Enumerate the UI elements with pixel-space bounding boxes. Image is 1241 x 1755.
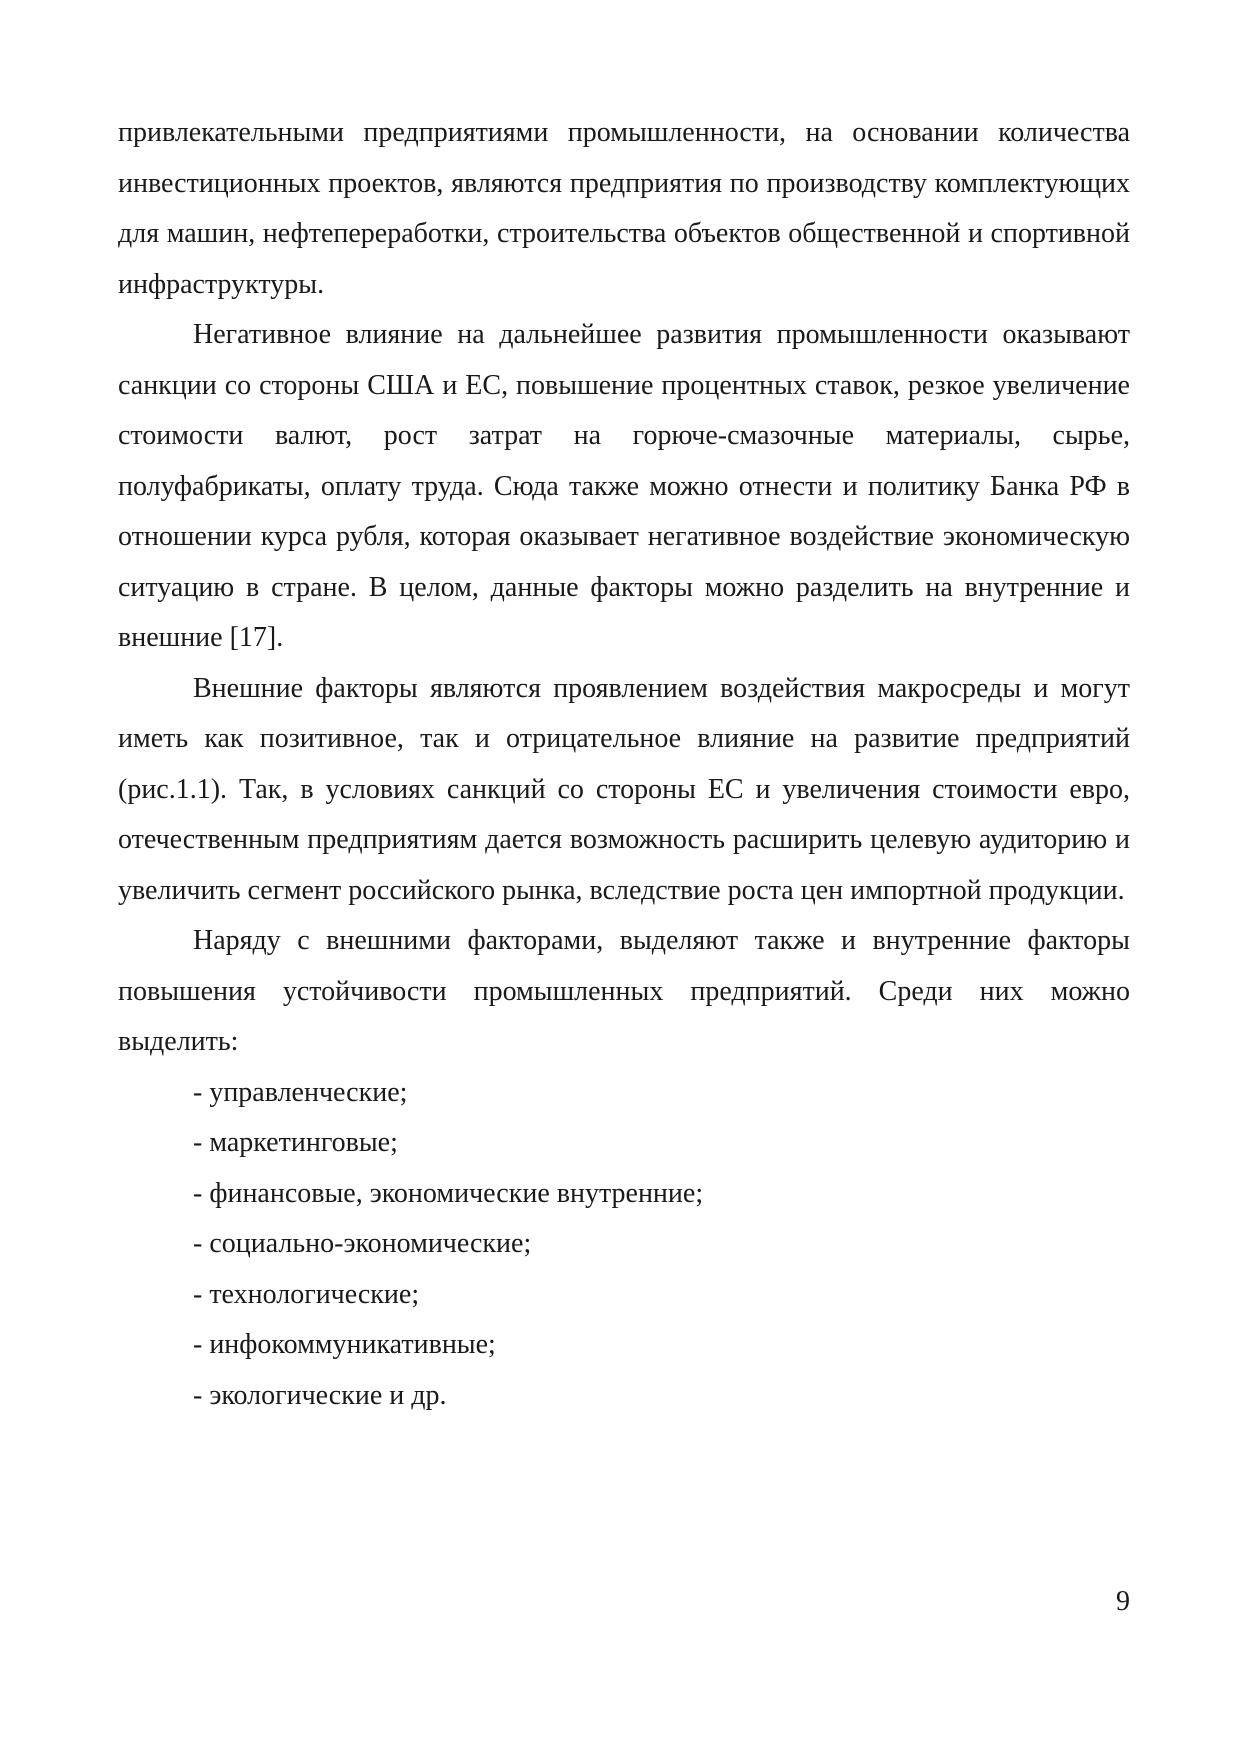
internal-factors-list (118, 1068, 1130, 1422)
list-item: - управленческие; (193, 1076, 408, 1108)
list-item: - социально-экономические; (193, 1228, 532, 1259)
paragraph-continuation: привлекательными предприятиями промышленности, на основании количества инвестиционных проектов, являются предприятия по производству комплектующих для машин, нефтепереработки, строительства объектов общественной и спортивной инфраструктуры. (118, 117, 1130, 300)
paragraph-negative-influence: Негативное влияние на дальнейшее развития промышленности оказывают санкции со стороны США и ЕС, повышение процентных ставок, резкое увеличение стоимости валют, рост затрат на горюче-смазочные материалы, сырье, полуфабрикаты, оплату труда. Сюда также можно отнести и политику Банка РФ в отношении курса рубля, которая оказывает негативное воздействие экономическую ситуацию в стране. В целом, данные факторы можно разделить на внутренние и внешние [17]. (118, 319, 1130, 653)
page-number: 9 (1116, 1586, 1130, 1617)
list-item: - экологические и др. (193, 1379, 447, 1411)
paragraph-internal-factors: Наряду с внешними факторами, выделяют также и внутренние факторы повышения устойчивости промышленных предприятий. Среди них можно выделить: (118, 925, 1130, 1057)
list-item: - финансовые, экономические внутренние; (193, 1177, 704, 1209)
body-text (118, 108, 1130, 1421)
paragraph-external-factors: Внешние факторы являются проявлением воздействия макросреды и могут иметь как позитивное, так и отрицательное влияние на развитие предприятий (рис.1.1). Так, в условиях санкций со стороны ЕС и увеличения стоимости евро, отечественным предприятиям дается возможность расширить целевую аудиторию и увеличить сегмент российского рынка, вследствие роста цен импортной продукции. (118, 672, 1130, 906)
list-item: - технологические; (193, 1278, 420, 1310)
list-item: - маркетинговые; (193, 1127, 398, 1158)
list-item: - инфокоммуникативные; (193, 1329, 496, 1360)
